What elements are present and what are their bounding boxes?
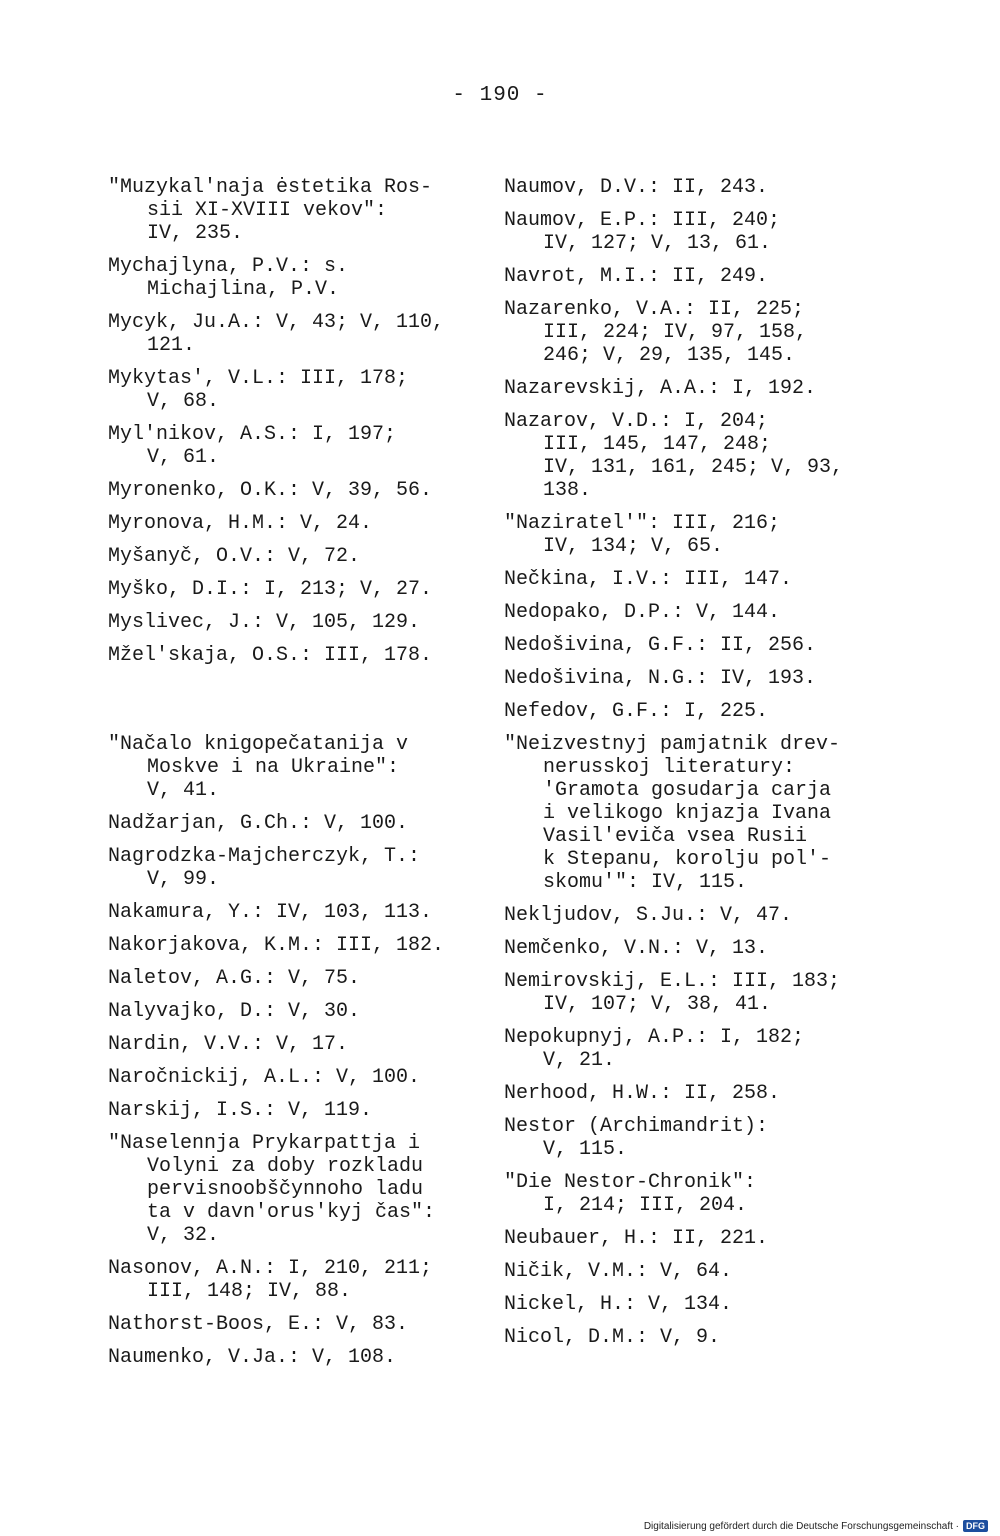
index-entry: Nedošivina, G.F.: II, 256.: [504, 634, 817, 657]
index-entry: Nazarov, V.D.: I, 204; III, 145, 147, 248; IV, 131, 161, 245; V, 93, 138.: [504, 410, 844, 502]
index-entry: Mycyk, Ju.A.: V, 43; V, 110, 121.: [108, 311, 445, 357]
index-entry: Nakorjakova, K.M.: III, 182.: [108, 934, 445, 957]
index-entry: Myronenko, O.K.: V, 39, 56.: [108, 479, 433, 502]
index-entry: "Neizvestnyj pamjatnik drev- nerusskoj literatury: 'Gramota gosudarja carja i velikogo knjazja Ivana Vasil'eviča vsea Rusii k Stepanu, korolju pol'- skomu'": IV, 115.: [504, 733, 841, 894]
index-entry: Myl'nikov, A.S.: I, 197; V, 61.: [108, 423, 397, 469]
index-entry: "Die Nestor-Chronik": I, 214; III, 204.: [504, 1171, 757, 1217]
digitization-footer: [644, 1520, 988, 1532]
index-entry: Nadžarjan, G.Ch.: V, 100.: [108, 812, 409, 835]
index-entry: Nefedov, G.F.: I, 225.: [504, 700, 769, 723]
index-entry: Naletov, A.G.: V, 75.: [108, 967, 361, 990]
index-entry: Navrot, M.I.: II, 249.: [504, 265, 769, 288]
index-column-left: [108, 176, 488, 1379]
index-entry: Nedošivina, N.G.: IV, 193.: [504, 667, 817, 690]
index-entry: Nickel, H.: V, 134.: [504, 1293, 733, 1316]
index-entry: Narskij, I.S.: V, 119.: [108, 1099, 373, 1122]
index-entry: Nardin, V.V.: V, 17.: [108, 1033, 349, 1056]
dfg-logo: DFG: [963, 1520, 988, 1532]
index-entry: Naumov, E.P.: III, 240; IV, 127; V, 13, 61.: [504, 209, 781, 255]
index-entry: Nekljudov, S.Ju.: V, 47.: [504, 904, 793, 927]
index-entry: Naročnickij, A.L.: V, 100.: [108, 1066, 421, 1089]
index-entry: Nagrodzka-Majcherczyk, T.: V, 99.: [108, 845, 421, 891]
index-entry: Naumov, D.V.: II, 243.: [504, 176, 769, 199]
index-entry: Myslivec, J.: V, 105, 129.: [108, 611, 421, 634]
index-entry: Nečkina, I.V.: III, 147.: [504, 568, 793, 591]
index-entry: "Naziratel'": III, 216; IV, 134; V, 65.: [504, 512, 781, 558]
letter-group-gap: [108, 677, 488, 733]
index-entry: Nestor (Archimandrit): V, 115.: [504, 1115, 769, 1161]
index-entry: Nemčenko, V.N.: V, 13.: [504, 937, 769, 960]
index-entry: Nerhood, H.W.: II, 258.: [504, 1082, 781, 1105]
index-entry: Mžel'skaja, O.S.: III, 178.: [108, 644, 433, 667]
index-entry: Mykytas', V.L.: III, 178; V, 68.: [108, 367, 409, 413]
index-entry: Nasonov, A.N.: I, 210, 211; III, 148; IV, 88.: [108, 1257, 433, 1303]
index-column-right: [504, 176, 894, 1359]
index-entry: Nicol, D.M.: V, 9.: [504, 1326, 721, 1349]
index-entry: Nakamura, Y.: IV, 103, 113.: [108, 901, 433, 924]
index-entry: "Muzykal'naja ėstetika Ros- sii XI-XVIII vekov": IV, 235.: [108, 176, 433, 245]
index-entry: Nathorst-Boos, E.: V, 83.: [108, 1313, 409, 1336]
index-entry: Nedopako, D.P.: V, 144.: [504, 601, 781, 624]
index-entry: Myšanyč, O.V.: V, 72.: [108, 545, 361, 568]
index-entry: Mychajlyna, P.V.: s. Michajlina, P.V.: [108, 255, 349, 301]
page-number: - 190 -: [452, 84, 548, 107]
index-entry: Nalyvajko, D.: V, 30.: [108, 1000, 361, 1023]
index-entry: Naumenko, V.Ja.: V, 108.: [108, 1346, 397, 1369]
index-entry: "Načalo knigopečatanija v Moskve i na Ukraine": V, 41.: [108, 733, 409, 802]
index-entry: Ničik, V.M.: V, 64.: [504, 1260, 733, 1283]
index-entry: Nazarenko, V.A.: II, 225; III, 224; IV, 97, 158, 246; V, 29, 135, 145.: [504, 298, 808, 367]
index-entry: Nepokupnyj, A.P.: I, 182; V, 21.: [504, 1026, 805, 1072]
index-entry: Neubauer, H.: II, 221.: [504, 1227, 769, 1250]
index-entry: Myronova, H.M.: V, 24.: [108, 512, 373, 535]
index-entry: Nazarevskij, A.A.: I, 192.: [504, 377, 817, 400]
index-entry: Myško, D.I.: I, 213; V, 27.: [108, 578, 433, 601]
index-entry: "Naselennja Prykarpattja i Volyni za doby rozkladu pervisnoobščynnoho ladu ta v davn'orus'kyj čas": V, 32.: [108, 1132, 436, 1247]
index-entry: Nemirovskij, E.L.: III, 183; IV, 107; V, 38, 41.: [504, 970, 841, 1016]
footer-text: Digitalisierung gefördert durch die Deutsche Forschungsgemeinschaft ·: [643, 1520, 959, 1532]
